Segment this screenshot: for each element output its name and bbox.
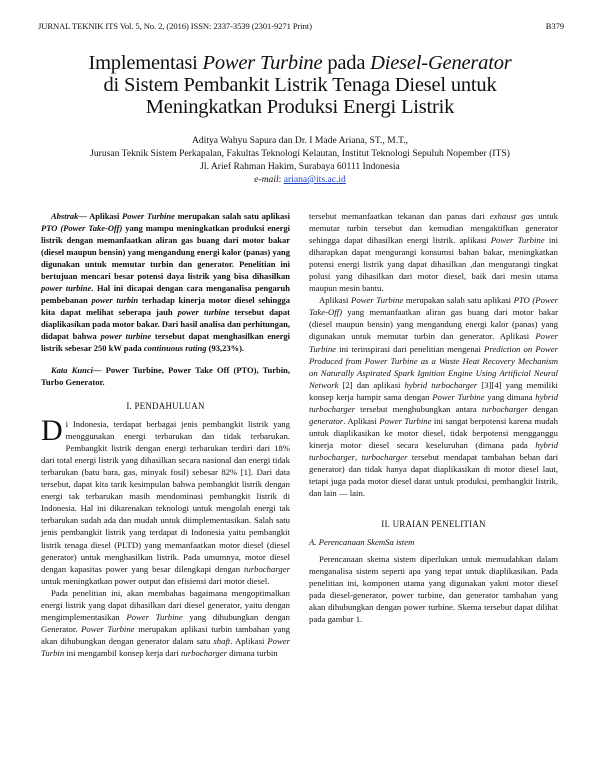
title-line-2: di Sistem Pembankit Listrik Tenaga Diesel untuk [103, 74, 497, 96]
author-block [30, 134, 570, 186]
section-heading-methods: II. URAIAN PENELITIAN [381, 519, 486, 530]
intro-paragraph-2: Pada penelitian ini, akan membahas bagaimana mengoptimalkan energi listrik yang dapat dihasilkan dari diesel generator, yaitu dengan mengimplementasikan Power Turbine yang dihubungkan dengan Generator. Power Turbine merupakan aplikasi turbin tambahan yang akan dihubungkan dengan generator dalam satu shaft. Aplikasi Power Turbin ini mengambil konsep kerja dari turbocharger dimana turbin [41, 587, 291, 658]
section-heading-introduction: I. PENDAHULUAN [126, 401, 205, 411]
keywords: Kata Kunci— Power Turbine, Power Take Off (PTO), Turbin, Turbo Generator. [41, 365, 290, 387]
author-affiliation: Jurusan Teknik Sistem Perkapalan, Fakultas Teknologi Kelautan, Institut Teknologi Sepuluh Nopember (ITS) [90, 148, 510, 159]
paper-title [30, 52, 570, 118]
right-paragraph-2: Aplikasi Power Turbine merupakan salah satu aplikasi PTO (Power Take-Off) yang memanfaatkan aliran gas buang dari motor bakar (diesel maupun bensin) yang mengandung energi kalor (panas) yang digunakan untuk memutar turbin dan generator. Aplikasi Power Turbine ini terinspirasi dari penelitian mengenai Prediction on Power Produced from Power Turbine as a Waste Heat Recovery Mechanism on Naturally Aspirated Spark Ignition Engine Using Artificial Neural Network [2] dan aplikasi hybrid turbocharger [3][4] yang memiliki konsep kerja hampir sama dengan Power Turbine yang dimana hybrid turbocharger tersebut menghubungkan antara turbocharger dengan generator. Aplikasi Power Turbine ini sangat berpotensi karena mudah untuk diaplikasikan ke motor diesel, tidak berpotensi mengganggu kinerja motor diesel secara keseluruhan (dimana pada hybrid turbocharger, turbocharger tersebut mendapat tambahan beban dari generator) dan tidak hanya dapat diaplikasikan di motor diesel laut, tetapi juga pada motor diesel darat untuk produksi, pembangkit listrik, dan lain — lain. [309, 295, 558, 499]
subsection-heading-a: A. Perencanaan SkemSa istem [309, 537, 415, 548]
methods-paragraph-1: Perencanaan skema sistem diperlukan untuk memudahkan dalam menganalisa sistem seperti apa yang tepat untuk diaplikasikan. Pada penelitian ini, komponen utama yang digunakan yakni motor diesel pada diesel-generator, power turbine, dan generator tambahan yang akan dihubungkan dengan power turbine. Skema tersebut dapat dilihat pada gambar 1. [309, 554, 558, 625]
author-address: Jl. Arief Rahman Hakim, Surabaya 60111 Indonesia [200, 161, 400, 172]
author-names: Aditya Wahyu Sapura dan Dr. I Made Ariana, ST., M.T., [191, 135, 409, 146]
email-link[interactable]: ariana@its.ac.id [283, 174, 346, 185]
running-header [38, 21, 564, 31]
right-paragraph-1: tersebut memanfaatkan tekanan dan panas dari exhaust gas untuk memutar turbin tersebut dan kemudian mengaktifkan generator sehingga dapat dihasilkan energi listrik. aplikasi Power Turbine ini diharapkan dapat mengurangi konsumsi bahan bakar, meningkatkan potensi energi listrik yang dapat dihasilkan ,dan mengurangi tingkat polusi yang dihasilkan dari motor diesel, baik dari mesin utama maupun mesin bantu. [309, 211, 559, 294]
drop-cap: D [41, 414, 63, 448]
title-line-3: Meningkatkan Produksi Energi Listrik [145, 96, 455, 118]
intro-paragraph-1: Di Indonesia, terdapat berbagai jenis pembangkit listrik yang menggunakan energi terbarukan dan tidak terbarukan. Pembangkit listrik dengan energi terbarukan terdiri dari 18% dari total energi listrik yang dihasilkan secara nasional dan energi tidak terbarukan (batu bara, gas, minyak fosil) sebesar 82% [1]. Dari data tersebut, dapat kita tarik kesimpulan bahwa pembangkit listrik dengan energi tak terbarukan masih mendominasi pembangkit listrik di Indonesia. Hal ini dikarenakan teknologi untuk mengolah energi tak terbarukan sudah ada dan mudah untuk diimplementasikan. Salah satu jenis pembangkit listrik yang terdapat di Indonesia yaitu pembangkit listrik tenaga diesel (PLTD) yang memanfaatkan motor diesel (diesel generator) untuk menghasilkan listrik. Pada umumnya, motor diesel dengan kapasitas power yang besar dilengkapi dengan turbocharger untuk meningkatkan power output dan efisiensi dari motor diesel. [41, 414, 290, 586]
title-line-1: Implementasi Power Turbine pada Diesel-Generator [88, 52, 512, 74]
journal-citation: JURNAL TEKNIK ITS Vol. 5, No. 2, (2016) ISSN: 2337-3539 (2301-9271 Print) [38, 21, 312, 31]
left-column [41, 210, 290, 659]
author-email: e-mail: ariana@its.ac.id [254, 174, 346, 185]
page-number: B379 [545, 21, 564, 31]
right-column [309, 210, 558, 626]
abstract: Abstrak— Aplikasi Power Turbine merupakan salah satu aplikasi PTO (Power Take-Off) yang mampu meningkatkan produksi energi listrik dengan memanfaatkan aliran gas buang dari motor bakar (diesel maupun bensin) yang mengandung energi kalor (panas) yang digunakan untuk memutar turbin dan generator. Penelitian ini bertujuan mencari besar potensi daya listrik yang bisa dihasilkan power turbine. Hal ini dicapai dengan cara menganalisa pengaruh pembebanan power turbin terhadap kinerja motor diesel sehingga kita dapat melihat seberapa jauh power turbine tersebut dapat diaplikasikan pada motor bakar. Dari hasil analisa dan perhitungan, didapat bahwa power turbine tersebut dapat menghasilkan energi listrik sebesar 250 kW pada continuous rating (93,23%). [41, 211, 291, 353]
